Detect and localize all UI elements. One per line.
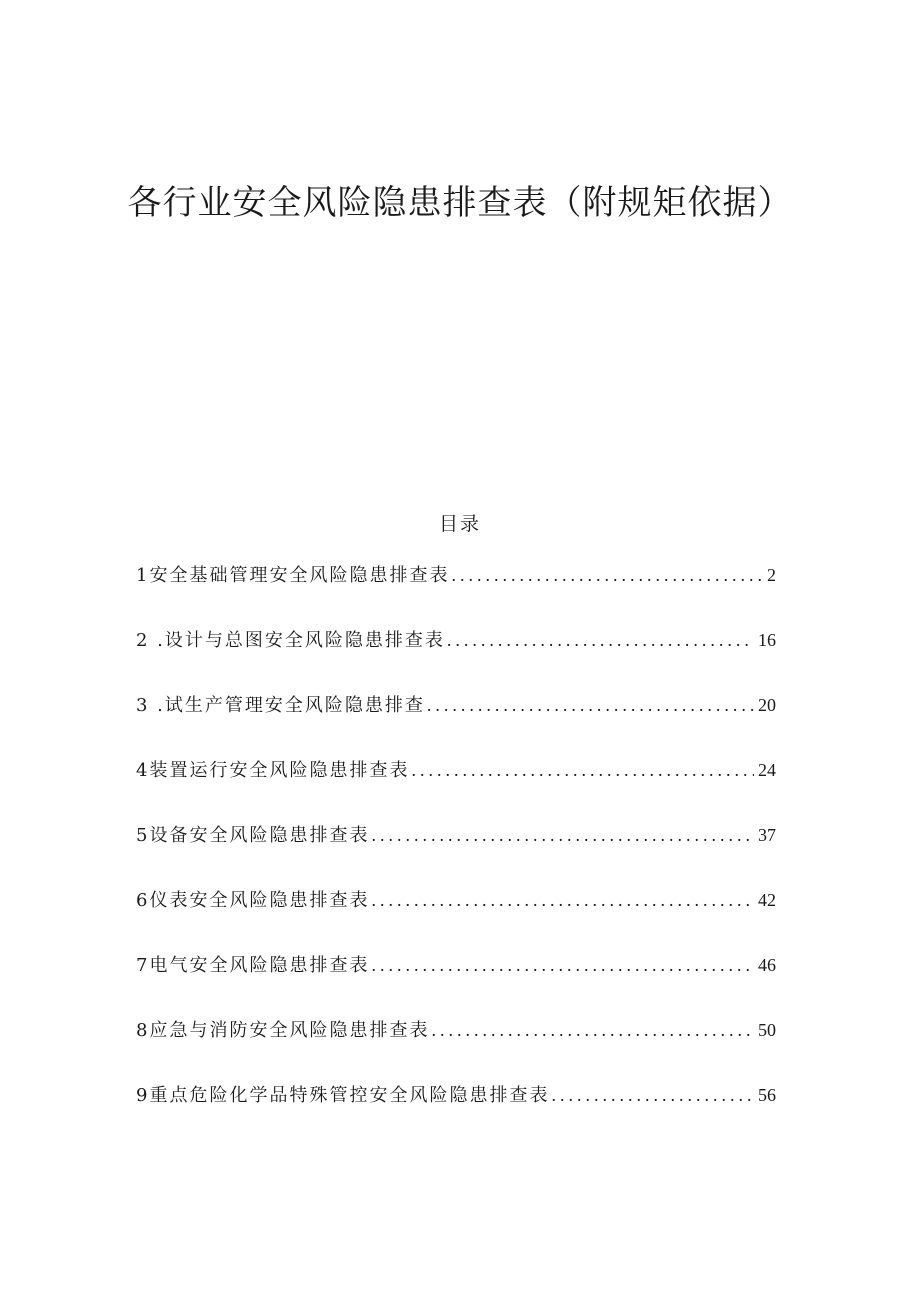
toc-entry-page: 50	[758, 1020, 776, 1040]
toc-entry-label: 9重点危险化学品特殊管控安全风险隐患排查表	[136, 1085, 550, 1106]
toc-entry-label: 1安全基础管理安全风险隐患排查表	[136, 565, 450, 586]
toc-entry-1[interactable]	[136, 560, 776, 625]
toc-leader-dots	[451, 560, 763, 590]
toc-entry-2[interactable]	[136, 625, 776, 690]
toc-entry-4[interactable]	[136, 755, 776, 820]
toc-entry-6[interactable]	[136, 885, 776, 950]
toc-entry-label: 6仪表安全风险隐患排查表	[136, 890, 370, 911]
toc-entry-page: 37	[758, 825, 776, 845]
toc-entry-page: 16	[758, 630, 776, 650]
toc-entry-8[interactable]	[136, 1015, 776, 1080]
toc-leader-dots	[371, 950, 754, 980]
toc-entry-label: 8应急与消防安全风险隐患排查表	[136, 1020, 430, 1041]
table-of-contents	[136, 560, 776, 1145]
toc-entry-page: 46	[758, 955, 776, 975]
toc-leader-dots	[431, 1015, 754, 1045]
toc-entry-5[interactable]	[136, 820, 776, 885]
toc-entry-page: 24	[758, 760, 776, 780]
toc-leader-dots	[371, 820, 754, 850]
toc-entry-label: 3 .试生产管理安全风险隐患排查	[136, 695, 425, 716]
toc-leader-dots	[411, 755, 754, 785]
toc-entry-label: 2 .设计与总图安全风险隐患排查表	[136, 630, 445, 651]
toc-entry-7[interactable]	[136, 950, 776, 1015]
toc-entry-9[interactable]	[136, 1080, 776, 1145]
toc-entry-label: 5设备安全风险隐患排查表	[136, 825, 370, 846]
document-title: 各行业安全风险隐患排查表（附规矩依据）	[127, 183, 793, 223]
toc-entry-page: 56	[758, 1085, 776, 1105]
toc-leader-dots	[427, 690, 754, 720]
toc-leader-dots	[447, 625, 754, 655]
toc-heading: 目录	[438, 513, 481, 535]
toc-leader-dots	[551, 1080, 754, 1110]
toc-entry-page: 42	[758, 890, 776, 910]
toc-leader-dots	[371, 885, 754, 915]
toc-entry-page: 20	[758, 695, 776, 715]
toc-entry-label: 7电气安全风险隐患排查表	[136, 955, 370, 976]
toc-entry-page: 2	[767, 565, 776, 585]
toc-entry-3[interactable]	[136, 690, 776, 755]
toc-entry-label: 4装置运行安全风险隐患排查表	[136, 760, 410, 781]
